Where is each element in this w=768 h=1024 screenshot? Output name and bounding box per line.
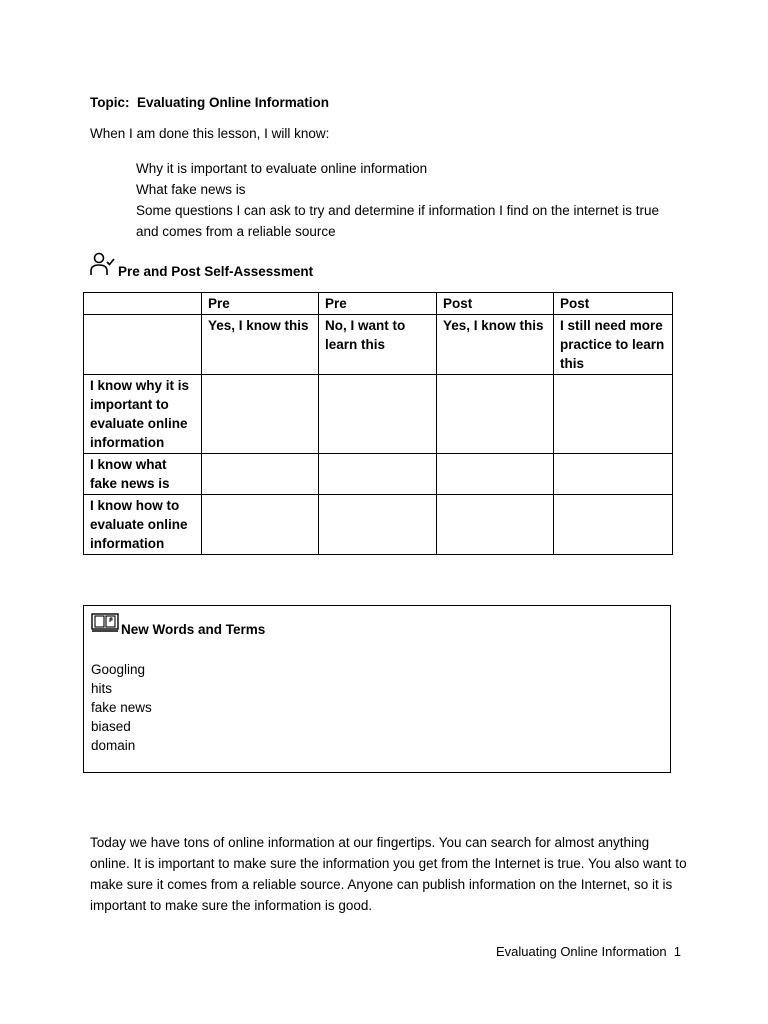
row-label-cell: I know why it is important to evaluate online information (84, 375, 202, 454)
new-words-box (83, 605, 671, 773)
table-row (84, 375, 673, 454)
book-icon (91, 612, 119, 637)
body-paragraph: Today we have tons of online information at our fingertips. You can search for almost anything online. It is important to make sure the information you get from the Internet is true. You also want to make sure it comes from a reliable source. Anyone can publish information on the Internet, so it is important to make sure the information is good. (90, 835, 687, 913)
answer-cell[interactable] (202, 454, 319, 495)
goal-item: Some questions I can ask to try and determine if information I find on the internet is true and comes from a reliable source (136, 203, 660, 239)
new-words-heading (91, 612, 265, 637)
table-header-cell: I still need more practice to learn this (554, 315, 673, 375)
self-assessment-table (83, 292, 673, 555)
self-assessment-title: Pre and Post Self-Assessment (118, 264, 314, 279)
answer-cell[interactable] (319, 375, 437, 454)
answer-cell[interactable] (437, 454, 554, 495)
table-header-cell: Post (554, 293, 673, 315)
answer-cell[interactable] (554, 495, 673, 555)
term-item: hits (91, 681, 113, 696)
table-header-row (84, 315, 673, 375)
table-cell (84, 315, 202, 375)
answer-cell[interactable] (319, 454, 437, 495)
table-cell (84, 293, 202, 315)
terms-list (91, 660, 152, 755)
answer-cell[interactable] (554, 454, 673, 495)
answer-cell[interactable] (437, 495, 554, 555)
learning-goals (136, 158, 676, 242)
table-header-cell: No, I want to learn this (319, 315, 437, 375)
topic-heading: Topic: Evaluating Online Information (90, 95, 330, 110)
answer-cell[interactable] (202, 495, 319, 555)
table-header-cell: Pre (202, 293, 319, 315)
self-assessment-heading (90, 252, 313, 279)
table-header-row (84, 293, 673, 315)
term-item: biased (91, 719, 131, 734)
term-item: Googling (91, 662, 146, 677)
table-row (84, 495, 673, 555)
goal-item: Why it is important to evaluate online information (136, 161, 428, 176)
answer-cell[interactable] (202, 375, 319, 454)
table-header-cell: Yes, I know this (202, 315, 319, 375)
table-row (84, 454, 673, 495)
row-label-cell: I know how to evaluate online information (84, 495, 202, 555)
term-item: fake news (91, 700, 152, 715)
person-check-icon (90, 252, 116, 279)
goal-item: What fake news is (136, 182, 246, 197)
table-header-cell: Post (437, 293, 554, 315)
answer-cell[interactable] (554, 375, 673, 454)
table-header-cell: Yes, I know this (437, 315, 554, 375)
answer-cell[interactable] (319, 495, 437, 555)
answer-cell[interactable] (437, 375, 554, 454)
term-item: domain (91, 738, 136, 753)
new-words-title: New Words and Terms (121, 622, 266, 637)
row-label-cell: I know what fake news is (84, 454, 202, 495)
page-footer: Evaluating Online Information 1 (496, 944, 681, 959)
intro-text: When I am done this lesson, I will know: (90, 126, 330, 141)
table-header-cell: Pre (319, 293, 437, 315)
